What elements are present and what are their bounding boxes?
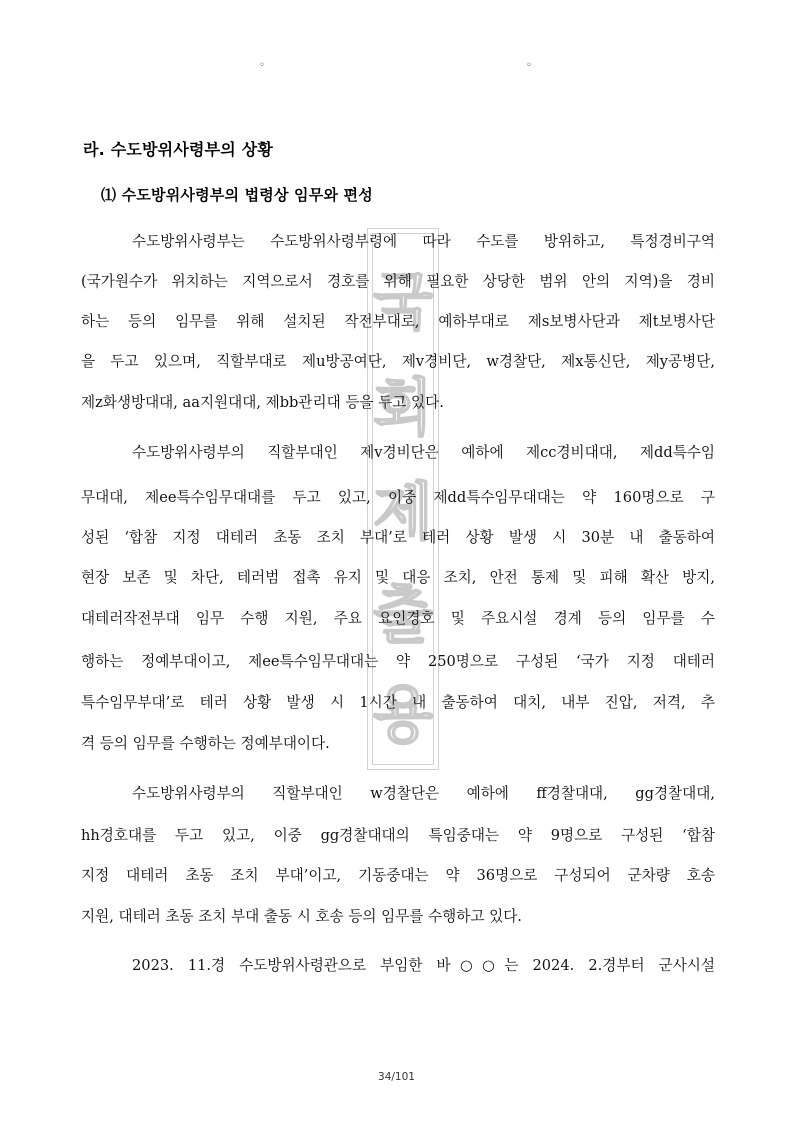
- body-line: (국가원수가 위치하는 지역으로서 경호를 위해 필요한 상당한 범위 안의 지역)을 경비: [81, 273, 715, 290]
- header-mark-right: ◦: [526, 60, 532, 71]
- watermark-glyph: 출: [373, 578, 433, 651]
- body-line: 무대대, 제ee특수임무대대를 두고 있고, 이중 제dd특수임무대대는 약 160명으로 구: [81, 489, 715, 506]
- body-line: 을 두고 있으며, 직할부대로 제u방공여단, 제v경비단, w경찰단, 제x통신단, 제y공병단,: [81, 353, 715, 370]
- body-line: hh경호대를 두고 있고, 이중 gg경찰대대의 특임중대는 약 9명으로 구성된 ‘합참: [81, 827, 715, 844]
- watermark-glyph: 용: [373, 678, 433, 751]
- body-line: 수도방위사령부의 직할부대인 제v경비단은 예하에 제cc경비대대, 제dd특수임: [132, 444, 715, 461]
- body-line: 격 등의 임무를 수행하는 정예부대이다.: [81, 735, 330, 752]
- watermark-glyph: 국: [373, 265, 433, 338]
- body-line: 지정 대테러 초동 조치 부대’이고, 기동중대는 약 36명으로 구성되어 군차량 호송: [81, 867, 715, 884]
- watermark-glyph: 회: [373, 371, 433, 444]
- body-line: 지원, 대테러 초동 조치 부대 출동 시 호송 등의 임무를 수행하고 있다.: [81, 908, 522, 925]
- body-line: 수도방위사령부의 직할부대인 w경찰단은 예하에 ff경찰대대, gg경찰대대,: [132, 785, 715, 802]
- body-line: 하는 등의 임무를 위해 설치된 작전부대로, 예하부대로 제s보병사단과 제t보병사단: [81, 313, 715, 330]
- section-heading: 라. 수도방위사령부의 상황: [83, 140, 274, 159]
- body-line: 행하는 정예부대이고, 제ee특수임무대대는 약 250명으로 구성된 ‘국가 지정 대테러: [81, 653, 715, 670]
- watermark-glyph: 제: [373, 475, 433, 548]
- body-line: 특수임무부대’로 테러 상황 발생 시 1시간 내 출동하여 대치, 내부 진압, 저격, 추: [81, 694, 715, 711]
- body-line: 성된 ‘합참 지정 대테러 초동 조치 부대’로 테러 상황 발생 시 30분 내 출동하여: [81, 529, 715, 546]
- body-line: 현장 보존 및 차단, 테러범 접촉 유지 및 대응 조치, 안전 통제 및 피해 확산 방지,: [81, 569, 715, 586]
- header-mark-left: ◦: [259, 60, 265, 71]
- page-number: 34/101: [378, 1071, 415, 1083]
- body-line: 대테러작전부대 임무 수행 지원, 주요 요인경호 및 주요시설 경계 등의 임무를 수: [81, 610, 715, 627]
- body-line: 수도방위사령부는 수도방위사령부령에 따라 수도를 방위하고, 특정경비구역: [132, 233, 715, 250]
- body-line: 제z화생방대대, aa지원대대, 제bb관리대 등을 두고 있다.: [81, 394, 444, 411]
- body-line: 2023. 11.경 수도방위사령관으로 부임한 바○○는 2024. 2.경부터 군사시설: [132, 957, 715, 974]
- section-subheading: ⑴ 수도방위사령부의 법령상 임무와 편성: [101, 186, 373, 204]
